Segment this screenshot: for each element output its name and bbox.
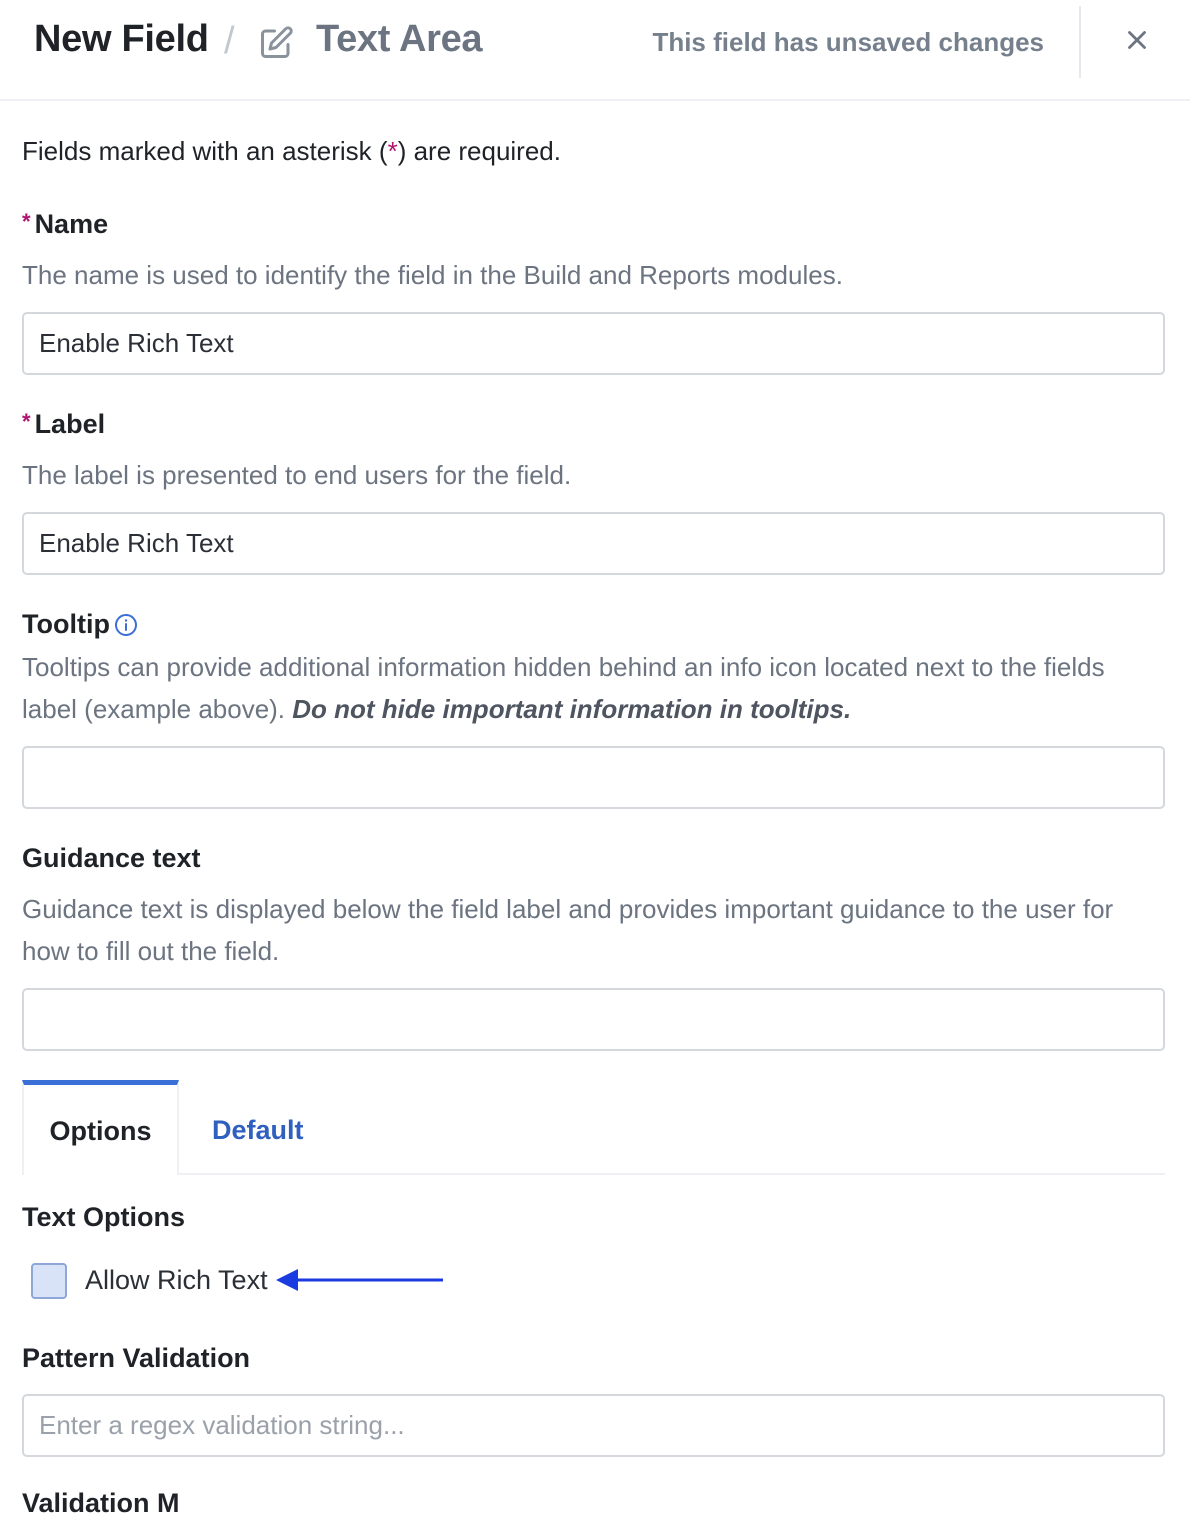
modal-header [0,0,1190,101]
guidance-description: Guidance text is displayed below the field label and provides important guidance to the user for how to fill out the field. [22,894,1114,966]
name-input[interactable]: Enable Rich Text [22,312,1165,375]
label-input[interactable]: Enable Rich Text [22,512,1165,575]
annotation-arrow-icon [274,1266,446,1294]
tooltip-description-text: Tooltips can provide additional information hidden behind an info icon located next to the fields label (example above). [22,652,1105,724]
label-label-text: Label [34,409,106,439]
tab-options[interactable]: Options [22,1080,179,1175]
name-label-text: Name [34,209,109,239]
required-marker: * [22,409,31,434]
required-note-suffix: ) are required. [397,136,561,166]
required-note-prefix: Fields marked with an asterisk ( [22,136,388,166]
page-title: New Field [34,18,209,60]
allow-rich-text-checkbox[interactable] [31,1263,67,1299]
required-note [22,136,561,167]
required-note-asterisk: * [387,136,398,166]
tooltip-description [22,646,1162,730]
allow-rich-text-label[interactable]: Allow Rich Text [85,1265,268,1295]
label-description: The label is presented to end users for the field. [22,460,572,490]
validation-message-title: Validation M [22,1488,180,1518]
close-icon[interactable] [1122,25,1152,55]
name-label [22,209,108,240]
tooltip-input[interactable] [22,746,1165,809]
field-type-title: Text Area [316,18,483,60]
info-icon[interactable] [114,613,138,637]
required-marker: * [22,209,31,234]
pattern-validation-title: Pattern Validation [22,1343,251,1373]
label-label [22,409,105,440]
guidance-label: Guidance text [22,843,201,873]
text-options-title: Text Options [22,1202,186,1232]
header-divider [1079,6,1081,78]
breadcrumb-separator: / [224,20,235,62]
tab-bar [22,1080,1165,1175]
pattern-validation-input[interactable]: Enter a regex validation string... [22,1394,1165,1457]
edit-icon [258,25,294,61]
tooltip-label: Tooltip [22,609,110,639]
guidance-input[interactable] [22,988,1165,1051]
unsaved-status: This field has unsaved changes [652,27,1044,57]
name-description: The name is used to identify the field in the Build and Reports modules. [22,260,843,290]
tooltip-description-emphasis: Do not hide important information in tooltips. [292,694,852,724]
tab-default[interactable]: Default [212,1115,304,1145]
